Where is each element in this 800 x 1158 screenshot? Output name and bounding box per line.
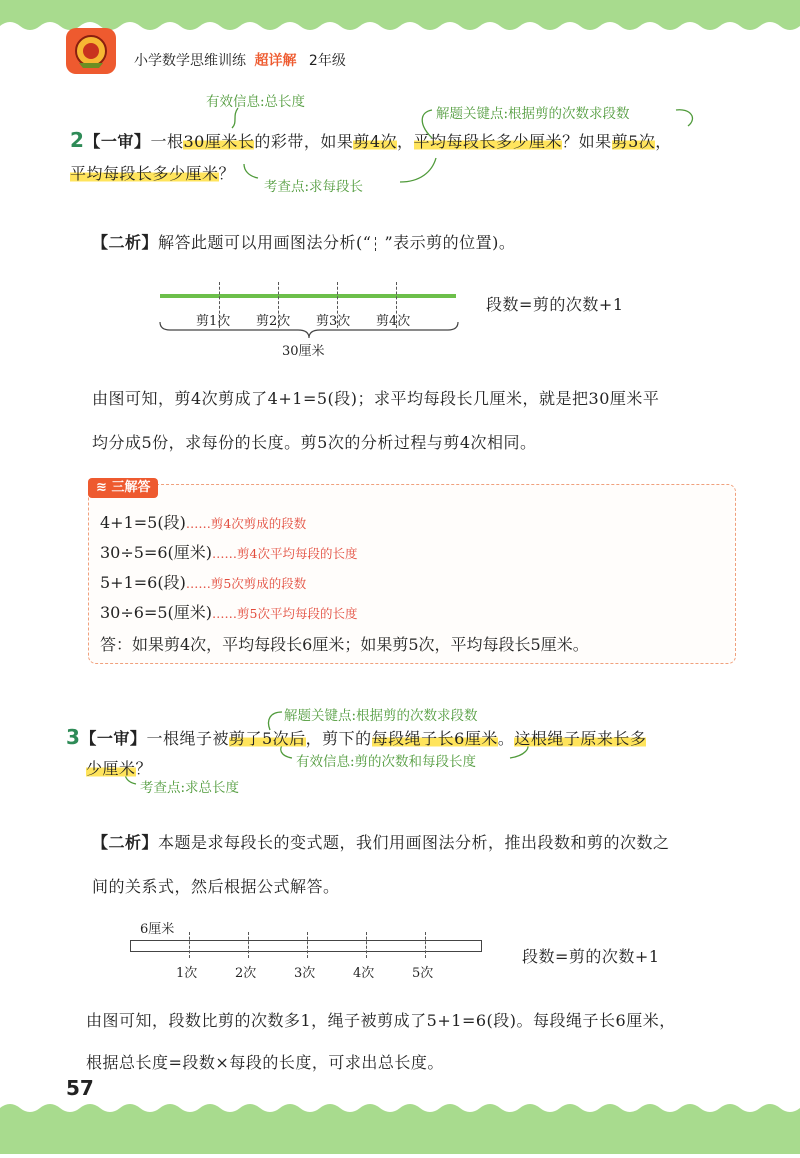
- p3-highlight: 少厘米: [86, 759, 136, 778]
- p2-highlight: 平均每段长多少厘米: [70, 164, 219, 183]
- p3-cut-mark: [307, 932, 308, 958]
- p2-question: [70, 124, 750, 190]
- p3-analysis-line2: 根据总长度=段数×每段的长度，可求出总长度。: [86, 1053, 444, 1072]
- p3-rope-bar: [130, 940, 482, 952]
- p3-cut-label: 1次: [176, 966, 198, 981]
- answer-expr: 5+1=6(段): [100, 573, 186, 592]
- answer-expr: 4+1=5(段): [100, 513, 186, 532]
- p2-highlight: 平均每段长多少厘米: [413, 132, 563, 151]
- answer-note: ……剪5次剪成的段数: [185, 576, 307, 591]
- answer-note: ……剪4次剪成的段数: [185, 516, 307, 531]
- p3-step2-line1: [92, 830, 670, 853]
- p3-step2-text: 本题是求每段长的变式题，我们用画图法分析，推出段数和剪的次数之: [158, 833, 670, 852]
- p2-number: 2: [70, 128, 85, 152]
- p2-text: 一根: [150, 132, 184, 151]
- p2-text: ？如果: [562, 132, 612, 151]
- p3-question: [66, 722, 746, 784]
- p3-highlight: 剪了5次后: [228, 729, 306, 748]
- p3-analysis-line1: 由图可知，段数比剪的次数多1，绳子被剪成了5+1=6(段)。每段绳子长6厘米，: [86, 1011, 676, 1030]
- p3-text: 一根绳子被: [146, 729, 229, 748]
- p3-cut-mark: [425, 932, 426, 958]
- p3-cut-label: 3次: [294, 966, 316, 981]
- p3-text: ，剪下的: [305, 729, 372, 748]
- p2-text: ，: [655, 132, 672, 151]
- p2-step2: [92, 230, 515, 253]
- p3-cut-label: 5次: [412, 966, 434, 981]
- footer-wave: [0, 1098, 800, 1154]
- p2-highlight: 30厘米长: [183, 132, 255, 151]
- p3-text: 。: [497, 729, 515, 748]
- p2-answer-tag-text: 三解答: [111, 480, 151, 495]
- p2-step1-tag: 【一审】: [84, 132, 151, 151]
- p2-text: ，: [397, 132, 414, 151]
- p2-cut-label: 剪3次: [316, 314, 351, 329]
- p3-number: 3: [66, 725, 81, 749]
- p2-highlight: 剪5次: [611, 132, 656, 151]
- p3-note-key: 解题关键点:根据剪的次数求段数: [284, 708, 478, 724]
- p2-note-info: 有效信息:总长度: [206, 94, 306, 110]
- p2-answer-row: [100, 540, 358, 563]
- p2-note-key: 解题关键点:根据剪的次数求段数: [436, 106, 630, 122]
- answer-expr: 30÷6=5(厘米): [100, 603, 213, 622]
- p3-highlight: 每段绳子长6厘米: [371, 729, 498, 748]
- p2-highlight: 剪4次: [353, 132, 398, 151]
- p3-step1-tag: 【一审】: [80, 729, 147, 748]
- edition-label: 超详解: [254, 53, 297, 69]
- p2-text: 的彩带，如果: [254, 132, 354, 151]
- p2-step2-tag: 【二析】: [92, 233, 159, 252]
- p2-answer-row: [100, 510, 306, 533]
- p2-total-brace: [158, 320, 460, 340]
- p2-cut-label: 剪1次: [196, 314, 231, 329]
- p3-highlight: 这根绳子原来长多: [514, 729, 647, 748]
- p2-analysis-line2: 均分成5份，求每份的长度。剪5次的分析过程与剪4次相同。: [92, 433, 537, 452]
- p2-answer-tag: [88, 478, 158, 498]
- answer-note: ……剪5次平均每段的长度: [212, 606, 358, 621]
- p3-note-info: 有效信息:剪的次数和每段长度: [296, 754, 477, 770]
- wave-icon: ≋: [96, 480, 107, 495]
- p3-step2-line2: 间的关系式，然后根据公式解答。: [92, 877, 340, 896]
- p3-step2-tag: 【二析】: [92, 833, 159, 852]
- p2-total-label: 30厘米: [282, 344, 325, 359]
- grade-label: 2年级: [308, 53, 346, 69]
- p2-step2-text: ”表示剪的位置)。: [384, 233, 516, 252]
- p2-cut-label: 剪2次: [256, 314, 291, 329]
- p2-cut-label: 剪4次: [376, 314, 411, 329]
- footer-band: [0, 1098, 800, 1154]
- series-title: 小学数学思维训练: [134, 53, 246, 69]
- p2-ribbon-line: [160, 294, 456, 298]
- p2-analysis-line1: 由图可知，剪4次剪成了4+1=5(段)；求平均每段长几厘米，就是把30厘米平: [92, 389, 660, 408]
- p3-cut-label: 4次: [353, 966, 375, 981]
- p2-text: ？: [218, 164, 236, 183]
- p3-cut-mark: [189, 932, 190, 958]
- p2-answer-row: [100, 600, 358, 623]
- p3-cut-mark: [366, 932, 367, 958]
- p2-final-answer: 答：如果剪4次，平均每段长6厘米；如果剪5次，平均每段长5厘米。: [100, 635, 589, 654]
- p2-step2-text: 解答此题可以用画图法分析(“: [158, 233, 372, 252]
- p3-cut-label: 2次: [235, 966, 257, 981]
- answer-expr: 30÷5=6(厘米): [100, 543, 213, 562]
- p3-cut-mark: [248, 932, 249, 958]
- cut-mark-icon: [375, 237, 380, 251]
- p3-formula: 段数=剪的次数+1: [522, 947, 660, 966]
- answer-note: ……剪4次平均每段的长度: [212, 546, 358, 561]
- p2-formula: 段数=剪的次数+1: [486, 295, 624, 314]
- p2-note-check: 考查点:求每段长: [264, 179, 364, 195]
- p3-text: ？: [135, 759, 153, 778]
- p3-segment-label: 6厘米: [140, 922, 175, 937]
- p2-answer-row: [100, 570, 306, 593]
- page-number: 57: [66, 1076, 94, 1100]
- p3-note-check: 考查点:求总长度: [140, 780, 240, 796]
